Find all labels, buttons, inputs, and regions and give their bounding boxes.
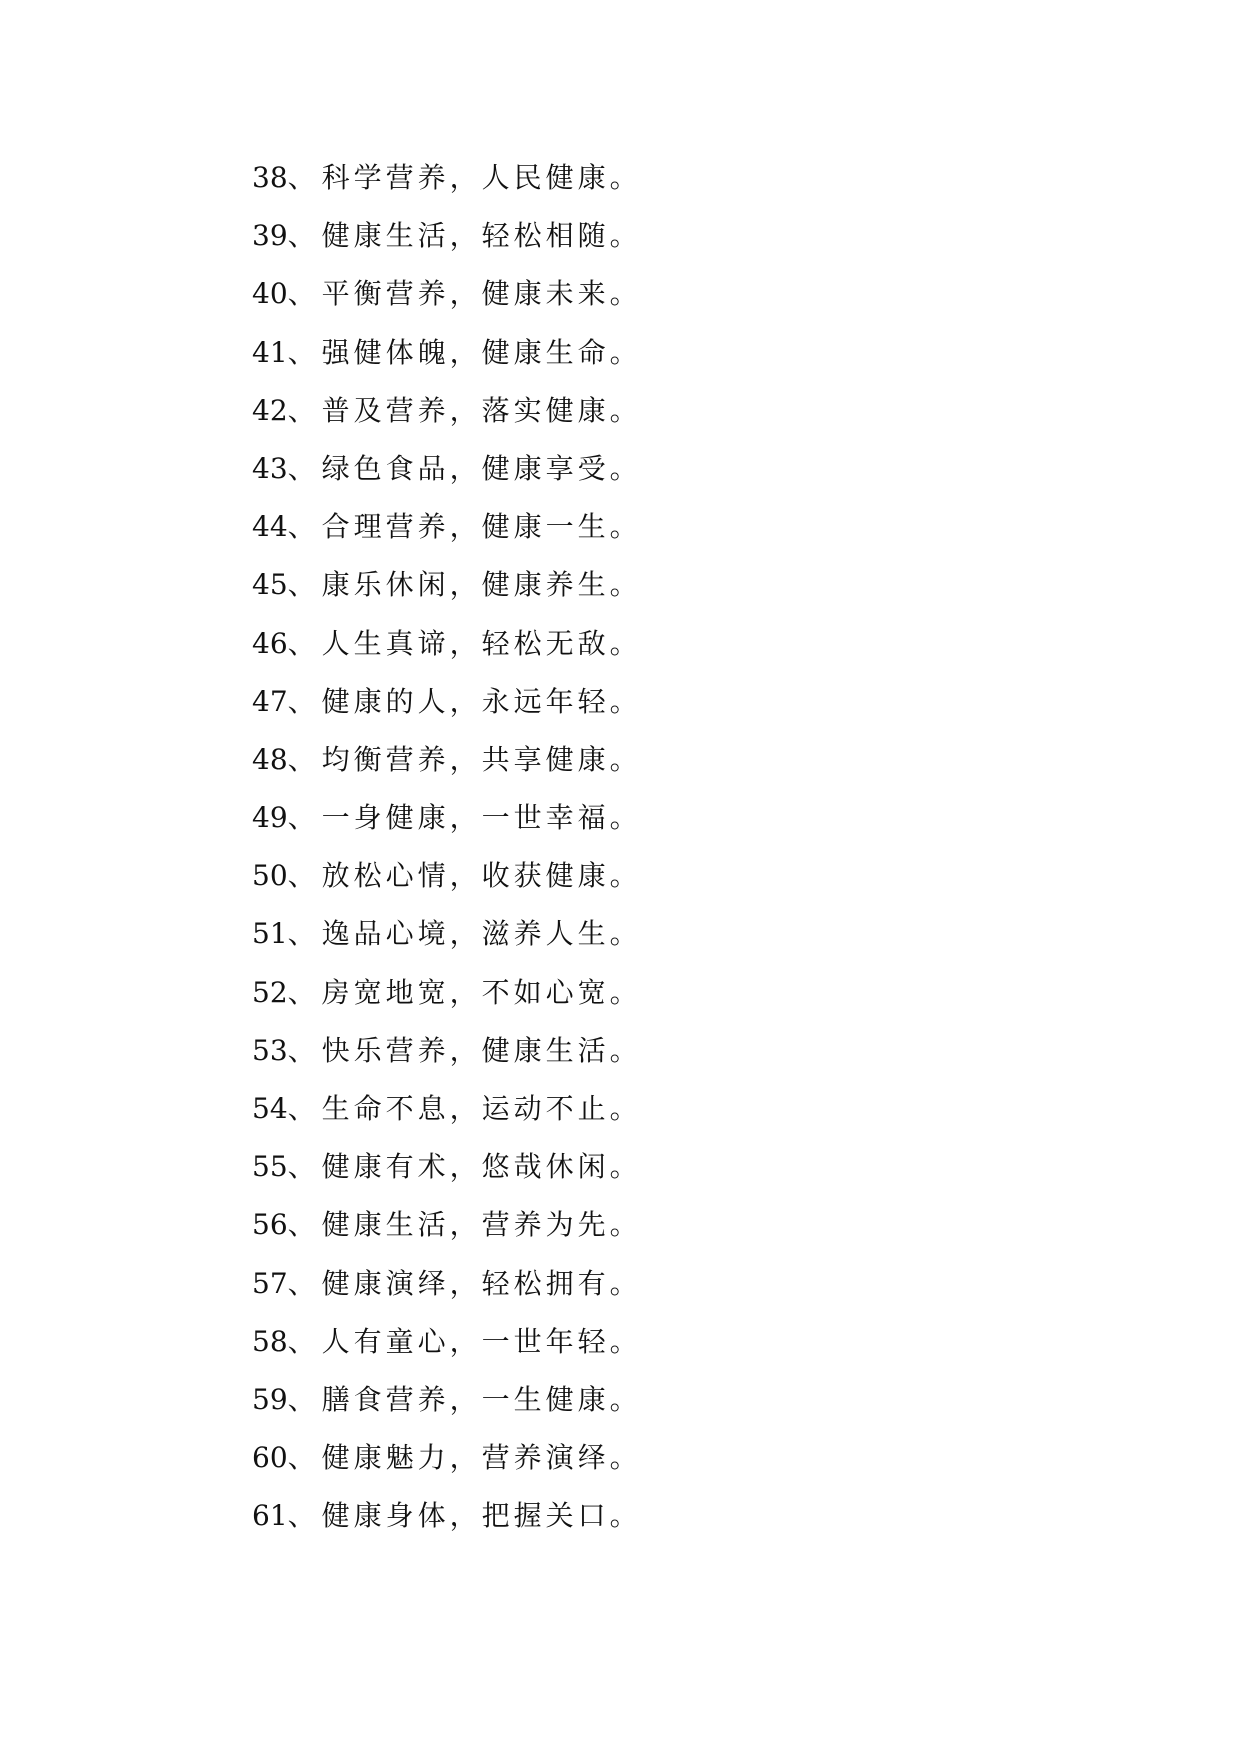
list-item: [252, 1440, 642, 1498]
item-text: 生命不息，运动不止。: [321, 1092, 642, 1125]
item-number: 52: [252, 975, 288, 1009]
item-text: 康乐休闲，健康养生。: [321, 568, 642, 602]
item-separator: 、: [287, 1092, 316, 1125]
item-number: 58: [252, 1324, 288, 1358]
list-item: [252, 393, 642, 451]
item-number: 39: [252, 219, 288, 253]
item-text: 健康演绎，轻松拥有。: [321, 1266, 642, 1300]
item-number: 53: [252, 1033, 288, 1067]
item-text: 健康魅力，营养演绎。: [321, 1441, 642, 1475]
list-item: [252, 451, 642, 509]
item-number: 45: [252, 568, 288, 602]
item-number: 54: [252, 1092, 288, 1125]
item-number: 44: [252, 510, 288, 544]
list-item: [252, 975, 642, 1033]
item-text: 健康生活，轻松相随。: [321, 219, 642, 253]
item-number: 38: [252, 161, 288, 194]
item-text: 平衡营养，健康未来。: [321, 277, 642, 311]
item-separator: 、: [287, 975, 316, 1009]
item-separator: 、: [287, 626, 316, 660]
list-item: [252, 1324, 642, 1382]
list-item: [252, 160, 642, 218]
list-item: [252, 335, 642, 393]
item-separator: 、: [287, 859, 316, 893]
list-item: [252, 1266, 642, 1324]
list-item: [252, 800, 642, 858]
item-separator: 、: [287, 1441, 316, 1475]
item-text: 健康有术，悠哉休闲。: [321, 1150, 642, 1184]
item-number: 61: [252, 1499, 288, 1533]
item-text: 健康身体，把握关口。: [321, 1499, 642, 1533]
list-item: [252, 626, 642, 684]
item-separator: 、: [287, 161, 316, 194]
item-number: 49: [252, 801, 288, 835]
item-number: 57: [252, 1266, 288, 1300]
item-separator: 、: [287, 1382, 316, 1416]
item-number: 40: [252, 277, 288, 311]
item-separator: 、: [287, 801, 316, 835]
list-item: [252, 916, 642, 974]
item-number: 50: [252, 859, 288, 893]
item-separator: 、: [287, 684, 316, 718]
list-item: [252, 1033, 642, 1091]
list-item: [252, 858, 642, 916]
item-text: 放松心情，收获健康。: [321, 859, 642, 893]
item-separator: 、: [287, 1499, 316, 1533]
slogan-list: [252, 160, 642, 1557]
item-number: 47: [252, 684, 288, 718]
list-item: [252, 276, 642, 334]
item-text: 房宽地宽，不如心宽。: [321, 975, 642, 1009]
list-item: [252, 742, 642, 800]
item-text: 逸品心境，滋养人生。: [321, 917, 642, 951]
item-separator: 、: [287, 917, 316, 951]
item-separator: 、: [287, 335, 316, 369]
item-separator: 、: [287, 277, 316, 311]
item-separator: 、: [287, 1150, 316, 1184]
item-text: 强健体魄，健康生命。: [321, 335, 642, 369]
list-item: [252, 1382, 642, 1440]
item-number: 56: [252, 1208, 288, 1242]
item-text: 科学营养，人民健康。: [321, 161, 642, 194]
item-separator: 、: [287, 742, 316, 776]
item-text: 人有童心，一世年轻。: [321, 1324, 642, 1358]
item-number: 43: [252, 451, 288, 485]
item-text: 合理营养，健康一生。: [321, 510, 642, 544]
item-number: 60: [252, 1441, 288, 1475]
item-separator: 、: [287, 1033, 316, 1067]
list-item: [252, 509, 642, 567]
item-separator: 、: [287, 568, 316, 602]
item-separator: 、: [287, 393, 316, 427]
list-item: [252, 1207, 642, 1265]
item-text: 健康的人，永远年轻。: [321, 684, 642, 718]
item-text: 人生真谛，轻松无敌。: [321, 626, 642, 660]
item-separator: 、: [287, 219, 316, 253]
item-number: 59: [252, 1382, 288, 1416]
item-separator: 、: [287, 1324, 316, 1358]
item-separator: 、: [287, 510, 316, 544]
list-item: [252, 218, 642, 276]
list-item: [252, 1149, 642, 1207]
item-number: 41: [252, 335, 288, 369]
item-number: 48: [252, 742, 288, 776]
item-text: 快乐营养，健康生活。: [321, 1033, 642, 1067]
item-number: 42: [252, 393, 288, 427]
list-item: [252, 1091, 642, 1149]
item-number: 51: [252, 917, 288, 951]
item-separator: 、: [287, 451, 316, 485]
list-item: [252, 1498, 642, 1556]
item-text: 绿色食品，健康享受。: [321, 451, 642, 485]
item-text: 膳食营养，一生健康。: [321, 1382, 642, 1416]
item-number: 55: [252, 1150, 288, 1184]
list-item: [252, 684, 642, 742]
item-separator: 、: [287, 1266, 316, 1300]
list-item: [252, 567, 642, 625]
item-separator: 、: [287, 1208, 316, 1242]
item-text: 均衡营养，共享健康。: [321, 742, 642, 776]
item-number: 46: [252, 626, 288, 660]
item-text: 一身健康，一世幸福。: [321, 801, 642, 835]
item-text: 普及营养，落实健康。: [321, 393, 642, 427]
item-text: 健康生活，营养为先。: [321, 1208, 642, 1242]
